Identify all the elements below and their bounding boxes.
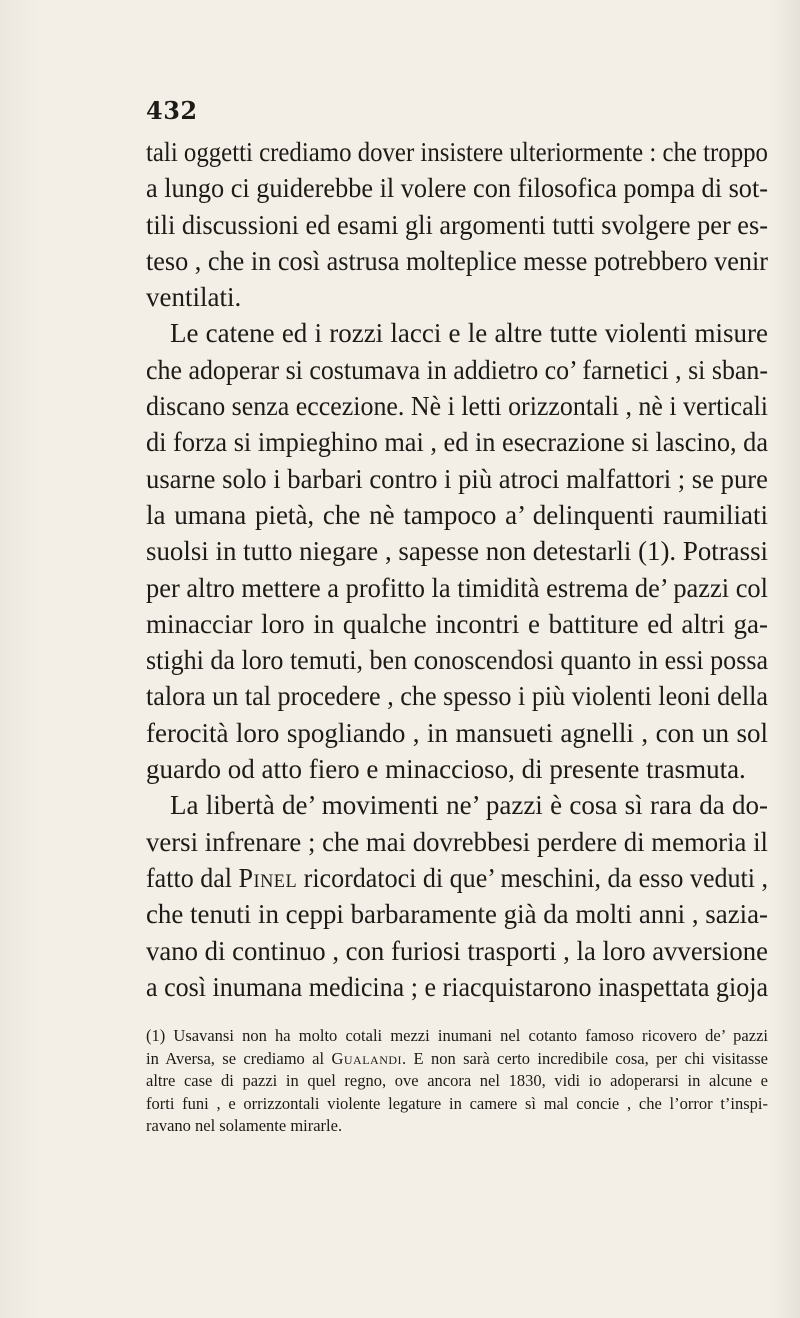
text-line: tali oggetti crediamo dover insistere ulteriormente : che troppo: [146, 137, 768, 167]
footnote: [146, 1025, 768, 1138]
text-segment: fatto dal: [146, 862, 239, 893]
footnote-line: altre case di pazzi in quel regno, ove ancora nel 1830, vidi io adoperarsi in alcune e: [146, 1071, 768, 1090]
text-line: teso , che in così astrusa molteplice messe potrebbero venir: [146, 245, 768, 276]
text-line: discano senza eccezione. Nè i letti orizzontali , nè i verticali: [146, 391, 768, 422]
text-line: a così inumana medicina ; e riacquistarono inaspettata gioja: [146, 971, 769, 1002]
text-line: tili discussioni ed esami gli argomenti tutti svolgere per es-: [146, 209, 769, 240]
text-line: versi infrenare ; che mai dovrebbesi perdere di memoria il: [146, 826, 768, 857]
footnote-segment: . E non sarà certo incredibile cosa, per chi visitasse: [402, 1048, 768, 1068]
text-segment: ricordatoci di que’ meschini, da esso veduti ,: [297, 862, 769, 893]
paragraph-start-line: La libertà de’ movimenti ne’ pazzi è cosa sì rara da do-: [170, 790, 768, 821]
footnote-line-with-name: [146, 1048, 768, 1071]
text-line: per altro mettere a profitto la timidità estrema de’ pazzi col: [146, 572, 769, 603]
text-line: minacciar loro in qualche incontri e battiture ed altri ga-: [146, 608, 768, 639]
text-line: che tenuti in ceppi barbaramente già da molti anni , sazia-: [146, 899, 769, 930]
text-line: a lungo ci guiderebbe il volere con filosofica pompa di sot-: [146, 173, 769, 204]
main-text: [146, 134, 768, 1005]
text-line: suolsi in tutto niegare , sapesse non detestarli (1). Potrassi: [146, 536, 769, 567]
text-line: usarne solo i barbari contro i più atroci malfattori ; se pure: [146, 463, 768, 494]
text-line: guardo od atto fiero e minaccioso, di presente trasmuta.: [146, 754, 746, 785]
footnote-segment: in Aversa, se crediamo al: [146, 1048, 332, 1068]
author-name-gualandi: Gualandi: [331, 1048, 403, 1068]
text-line: ventilati.: [146, 282, 242, 313]
text-line: di forza si impieghino mai , ed in esecrazione si lascino, da: [146, 427, 769, 458]
text-line: talora un tal procedere , che spesso i più violenti leoni della: [146, 681, 769, 712]
page-number: 432: [146, 96, 198, 125]
footnote-line: ravano nel solamente mirarle.: [146, 1116, 343, 1135]
text-line: vano di continuo , con furiosi trasporti , la loro avversione: [146, 935, 769, 966]
text-line: ferocità loro spogliando , in mansueti agnelli , con un sol: [146, 717, 768, 748]
author-name-pinel: Pinel: [238, 862, 298, 893]
footnote-line: (1) Usavansi non ha molto cotali mezzi inumani nel cotanto famoso ricovero de’ pazzi: [146, 1026, 768, 1045]
text-line-with-name: [146, 860, 768, 896]
text-line: che adoperar si costumava in addietro co’ farnetici , si sban-: [146, 354, 769, 385]
paragraph-start-line: Le catene ed i rozzi lacci e le altre tutte violenti misure: [170, 318, 768, 349]
text-line: stighi da loro temuti, ben conoscendosi quanto in essi possa: [146, 645, 769, 676]
text-line: la umana pietà, che nè tampoco a’ delinquenti raumiliati: [146, 499, 768, 530]
footnote-line: forti funi , e orrizzontali violente legature in camere sì mal concie , che l’orror t’inspi-: [146, 1093, 768, 1113]
